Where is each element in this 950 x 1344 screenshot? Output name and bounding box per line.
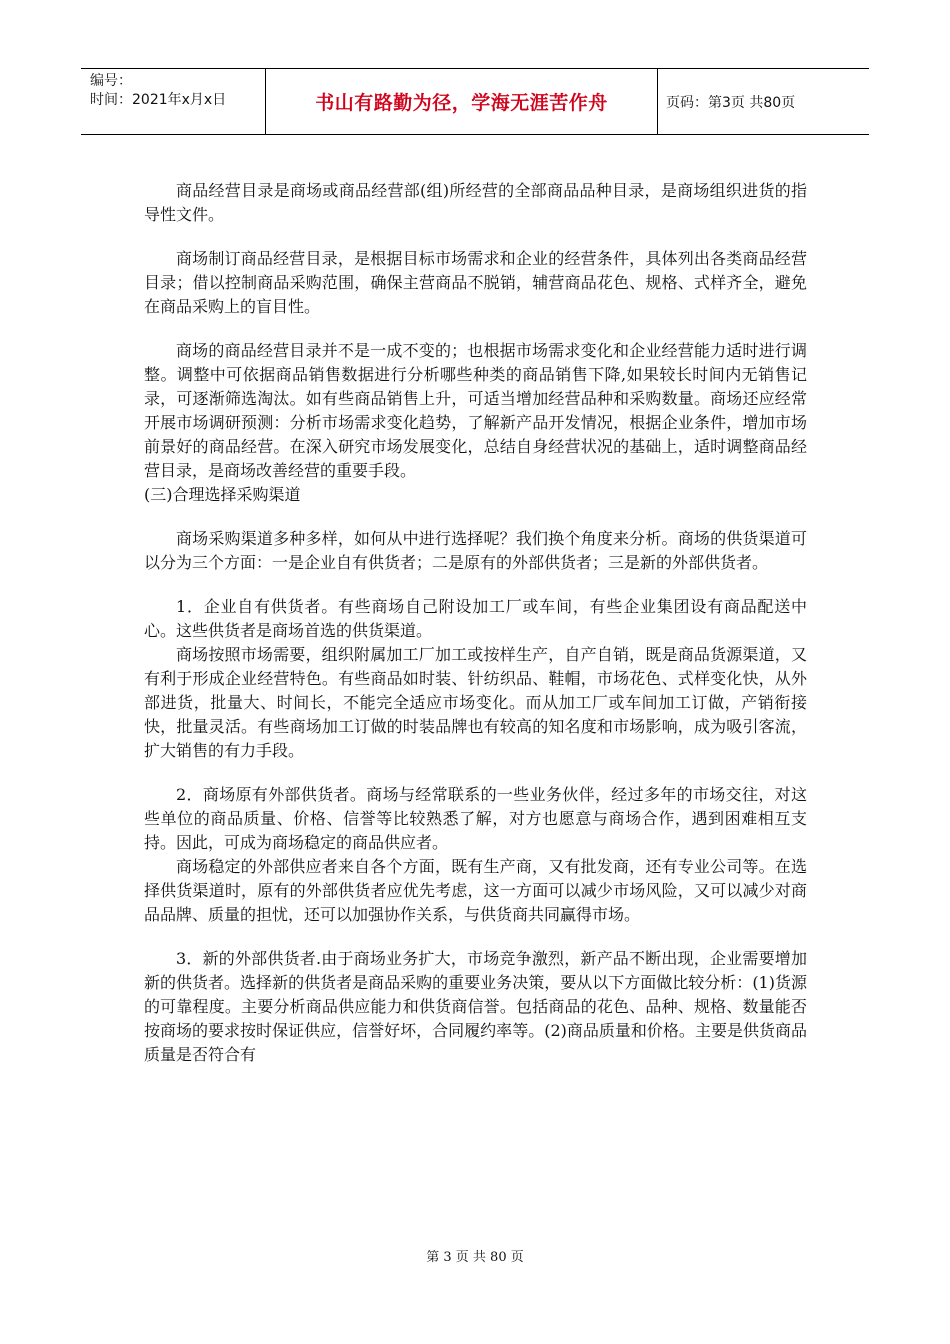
section-heading: (三)合理选择采购渠道 [144,485,301,504]
paragraph: 商场的商品经营目录并不是一成不变的；也根据市场需求变化和企业经营能力适时进行调整。调整中可依据商品销售数据进行分析哪些种类的商品销售下降,如果较长时间内无销售记录，可逐渐筛选淘汰。如有些商品销售上升，可适当增加经营品种和采购数量。商场还应经常开展市场调研预测：分析市场需求变化趋势，了解新产品开发情况，根据企业条件，增加市场前景好的商品经营。在深入研究市场发展变化，总结自身经营状况的基础上，适时调整商品经营目录，是商场改善经营的重要手段。 [144,341,807,480]
paragraph: 商场采购渠道多种多样，如何从中进行选择呢？我们换个角度来分析。商场的供货渠道可以分为三个方面：一是企业自有供货者；二是原有的外部供货者；三是新的外部供货者。 [144,529,807,572]
document-body [144,179,807,1067]
paragraph: 商品经营目录是商场或商品经营部(组)所经营的全部商品品种目录，是商场组织进货的指导性文件。 [144,181,807,224]
paragraph: 1．企业自有供货者。有些商场自己附设加工厂或车间，有些企业集团设有商品配送中心。这些供货者是商场首选的供货渠道。 [144,597,807,640]
paragraph: 商场制订商品经营目录，是根据目标市场需求和企业的经营条件，具体列出各类商品经营目录；借以控制商品采购范围，确保主营商品不脱销，辅营商品花色、规格、式样齐全，避免在商品采购上的盲目性。 [144,249,807,316]
number-label: 编号： [90,73,132,89]
paragraph: 商场稳定的外部供应者来自各个方面，既有生产商，又有批发商，还有专业公司等。在选择供货渠道时，原有的外部供货者应优先考虑，这一方面可以减少市场风险，又可以减少对商品品牌、质量的担忧，还可以加强协作关系，与供货商共同赢得市场。 [144,857,807,924]
header-page-cell [658,69,869,134]
page-header [81,68,869,135]
date-label: 时间：2021年x月x日 [90,92,227,108]
page-footer [0,1246,950,1265]
paragraph: 2．商场原有外部供货者。商场与经常联系的一些业务伙伴，经过多年的市场交往，对这些单位的商品质量、价格、信誉等比较熟悉了解，对方也愿意与商场合作，遇到困难相互支持。因此，可成为商场稳定的商品供应者。 [144,785,807,852]
header-motto-cell [266,69,658,134]
footer-page-number: 第 3 页 共 80 页 [426,1250,524,1265]
paragraph: 商场按照市场需要，组织附属加工厂加工或按样生产，自产自销，既是商品货源渠道，又有利于形成企业经营特色。有些商品如时装、针纺织品、鞋帽，市场花色、式样变化快，从外部进货，批量大、时间长，不能完全适应市场变化。而从加工厂或车间加工订做，产销衔接快，批量灵活。有些商场加工订做的时装品牌也有较高的知名度和市场影响，成为吸引客流，扩大销售的有力手段。 [144,645,807,760]
paragraph: 3．新的外部供货者.由于商场业务扩大，市场竞争激烈，新产品不断出现，企业需要增加新的供货者。选择新的供货者是商品采购的重要业务决策，要从以下方面做比较分析：(1)货源的可靠程度。主要分析商品供应能力和供货商信誉。包括商品的花色、品种、规格、数量能否按商场的要求按时保证供应，信誉好坏，合同履约率等。(2)商品质量和价格。主要是供货商品质量是否符合有 [144,949,807,1064]
motto-text: 书山有路勤为径，学海无涯苦作舟 [315,92,608,114]
page-info: 页码：第3页 共80页 [666,94,796,111]
header-meta [81,69,266,134]
